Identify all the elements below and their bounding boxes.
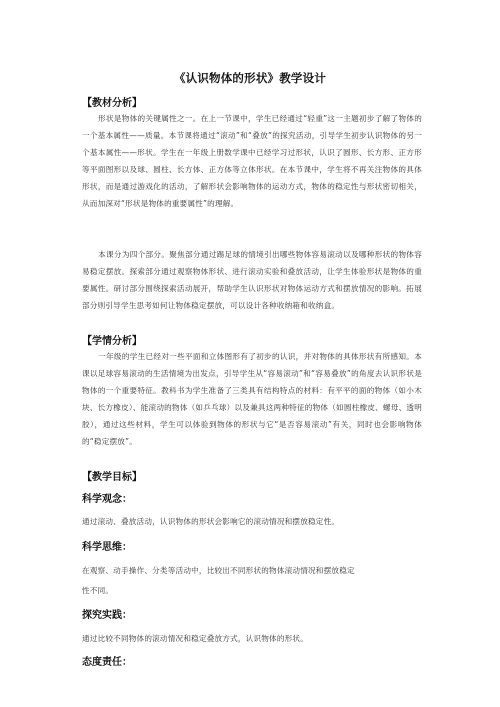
section-heading-teaching-goals: 【教学目标】 — [82, 472, 142, 483]
text-science-concept: 通过滚动、叠放活动，认识物体的形状会影响它的滚动情况和摆放稳定性。 — [82, 517, 340, 526]
section-heading-textbook-analysis: 【教材分析】 — [82, 98, 142, 109]
paragraph-text: 本课分为四个部分。聚焦部分通过踢足球的情境引出哪些物体容易滚动以及哪种形状的物体容易稳定摆放。探索部分通过观察物体形状、进行滚动实验和叠放活动，让学生体验形状是物体的重要属性。研讨部分围绕探索活动展开，帮助学生认识形状对物体运动方式和摆放情况的影响。拓展部分则引导学生思考如何让物体稳定摆放，可以设计各种收纳箱和收纳盒。 — [82, 250, 422, 310]
subheading-science-concept: 科学观念： — [82, 494, 132, 505]
paragraph-text: 形状是物体的关键属性之一。在上一节课中，学生已经通过“轻重”这一主题初步了解了物体的一个基本属性——质量。本节课将通过“滚动”和“叠放”的探究活动，引导学生初步认识物体的另一个基本属性——形状。学生在一年级上册数学课中已经学习过形状，认识了圆形、长方形、正方形等平面图形以及球、圆柱、长方体、正方体等立体形状。在本节课中，学生将不再关注物体的具体形状，而是通过游戏化的活动，了解形状会影响物体的运动方式，物体的稳定性与形状密切相关，从而加深对“形状是物体的重要属性”的理解。 — [82, 114, 422, 208]
document-title: 《认识物体的形状》教学设计 — [173, 71, 327, 85]
paragraph-text: 一年级的学生已经对一些平面和立体图形有了初步的认识，并对物体的具体形状有所感知。本课以足球容易滚动的生活情境为出发点，引导学生从“容易滚动”和“容易叠放”的角度去认识形状是物体的一个重要特征。教科书为学生准备了三类具有结构特点的材料：有平平的面的物体（如小木块、长方橡皮）、能滚动的物体（如乒乓球）以及兼具这两种特征的物体（如圆柱橡皮、螺母、透明胶），通过这些材料，学生可以体验到物体的形状与它“是否容易滚动”有关，同时也会影响物体的“稳定摆放”。 — [82, 352, 422, 446]
text-science-thinking-line2: 性不同。 — [82, 586, 114, 595]
text-science-thinking-line1: 在观察、动手操作、分类等活动中，比较出不同形状的物体滚动情况和摆放稳定 — [82, 566, 355, 575]
text-inquiry-practice: 通过比较不同物体的滚动情况和稳定叠放方式，认识物体的形状。 — [82, 634, 309, 643]
paragraph-learner-analysis-1 — [82, 348, 422, 450]
subheading-science-thinking: 科学思维： — [82, 542, 132, 553]
section-heading-learner-analysis: 【学情分析】 — [82, 336, 142, 347]
paragraph-textbook-analysis-1 — [82, 110, 422, 212]
subheading-inquiry-practice: 探究实践： — [82, 610, 132, 621]
paragraph-textbook-analysis-2 — [82, 246, 422, 314]
subheading-attitude: 态度责任： — [82, 657, 132, 668]
